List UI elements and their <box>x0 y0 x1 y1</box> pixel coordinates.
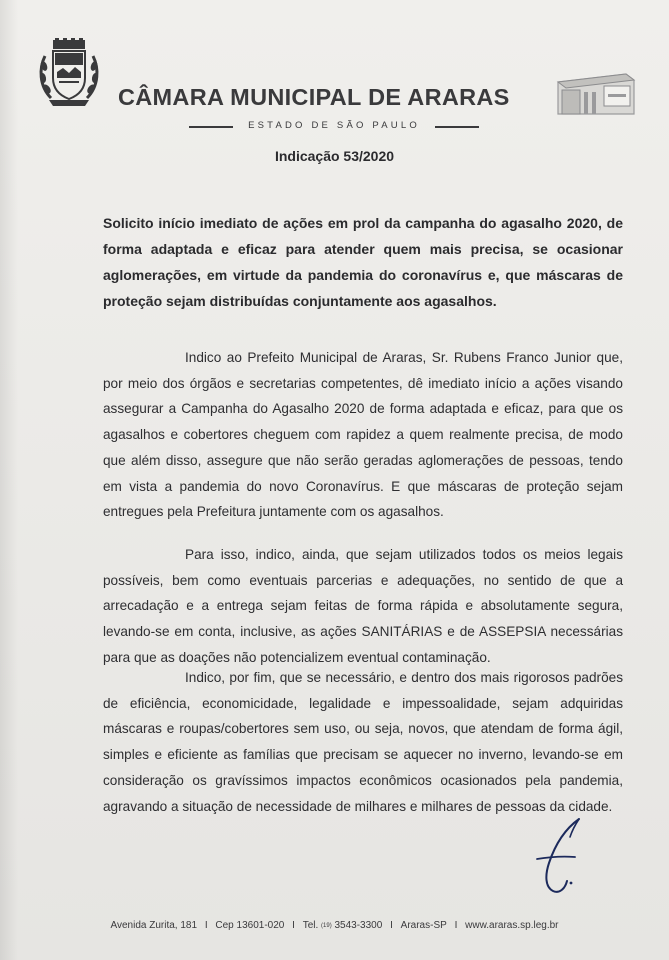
paragraph-3 <box>103 665 623 819</box>
footer-city: Araras-SP <box>400 920 447 931</box>
state-line <box>189 120 479 134</box>
paragraph-2 <box>103 542 623 671</box>
letterhead-footer <box>0 920 669 931</box>
document-summary: Solicito início imediato de ações em prol da campanha do agasalho 2020, de forma adaptada e eficaz para atender quem mais precisa, se ocasionar aglomerações, em virtude da pandemia do coronavírus e, que máscaras de proteção sejam distribuídas conjuntamente aos agasalhos. <box>103 215 623 309</box>
document-title: Indicação 53/2020 <box>274 148 395 164</box>
page-shadow <box>0 0 18 960</box>
divider-right <box>435 126 479 128</box>
chamber-building-icon <box>556 70 636 116</box>
footer-separator: I <box>204 920 208 931</box>
signature-icon <box>535 815 595 900</box>
footer-tel-label: Tel. <box>302 920 319 931</box>
footer-tel-number: 3543-3300 <box>334 920 383 931</box>
footer-address: Avenida Zurita, 181 <box>110 920 198 931</box>
footer-website: www.araras.sp.leg.br <box>465 920 559 931</box>
divider-left <box>189 126 233 128</box>
paragraph-3-text: Indico, por fim, que se necessário, e dentro dos mais rigorosos padrões de eficiência, economicidade, legalidade e impessoalidade, sejam adquiridas máscaras e roupas/cobertores sem uso, ou seja, novos, que atendam de forma ágil, simples e eficiente as famílias que precisam se aquecer no inverno, levando-se em consideração os gravíssimos impactos econômicos ocasionados pela pandemia, agravando a situação de necessidade de milhares e milhares de pessoas da cidade. <box>103 670 623 814</box>
letterhead <box>0 30 669 131</box>
paragraph-2-text: Para isso, indico, ainda, que sejam utilizados todos os meios legais possíveis, bem como eventuais parcerias e adequações, no sentido de que a arrecadação e a entrega sejam feitas de forma rápida e absolutamente segura, levando-se em conta, inclusive, as ações SANITÁRIAS e de ASSEPSIA necessárias para que as doações não potencializem eventual contaminação. <box>103 547 623 665</box>
chamber-name: CÂMARA MUNICIPAL DE ARARAS <box>118 84 510 110</box>
footer-separator: I <box>454 920 458 931</box>
footer-tel-ddd: (19) <box>321 923 332 929</box>
footer-separator: I <box>292 920 295 931</box>
state-name: ESTADO DE SÃO PAULO <box>248 120 420 131</box>
coat-of-arms-icon <box>37 38 101 108</box>
paragraph-1 <box>103 345 623 525</box>
footer-separator: I <box>390 920 393 931</box>
paragraph-1-text: Indico ao Prefeito Municipal de Araras, Sr. Rubens Franco Junior que, por meio dos órgãos e secretarias competentes, dê imediato início a ações visando assegurar a Campanha do Agasalho 2020 de forma adaptada e eficaz, para que os agasalhos e cobertores cheguem com rapidez a quem realmente precisa, de modo que além disso, assegure que não serão geradas aglomerações de pessoas, tendo em vista a pandemia do novo Coronavírus. E que máscaras de proteção sejam entregues pela Prefeitura juntamente com os agasalhos. <box>103 350 623 520</box>
footer-cep: Cep 13601-020 <box>215 920 285 931</box>
